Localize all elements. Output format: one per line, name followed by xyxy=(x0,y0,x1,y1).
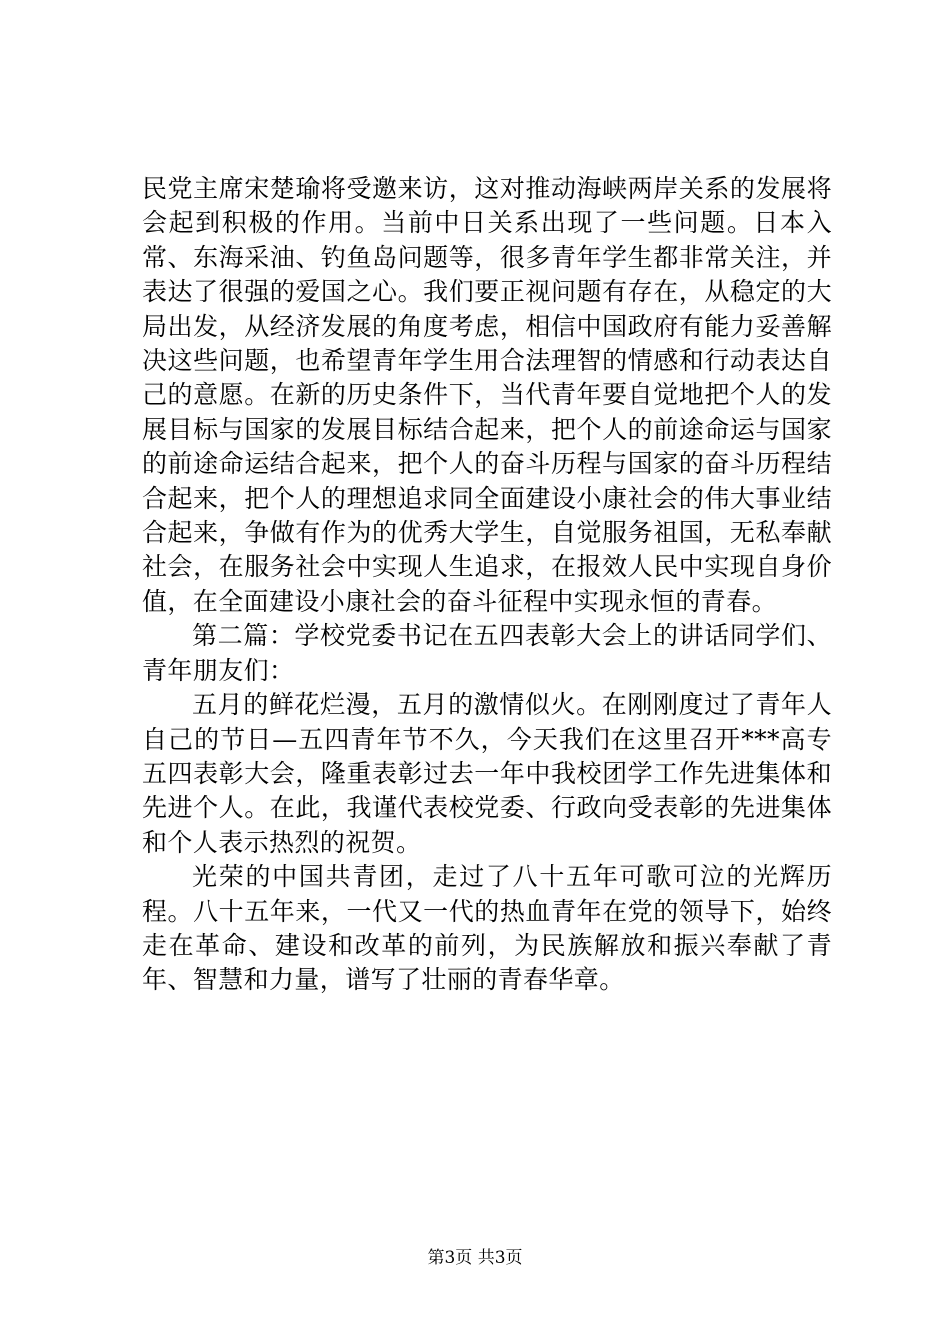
paragraph-1: 民党主席宋楚瑜将受邀来访，这对推动海峡两岸关系的发展将会起到积极的作用。当前中日关系出现了一些问题。日本入常、东海采油、钓鱼岛问题等，很多青年学生都非常关注，并表达了很强的爱国之心。我们要正视问题有存在，从稳定的大局出发，从经济发展的角度考虑，相信中国政府有能力妥善解决这些问题，也希望青年学生用合法理智的情感和行动表达自己的意愿。在新的历史条件下，当代青年要自觉地把个人的发展目标与国家的发展目标结合起来，把个人的前途命运与国家的前途命运结合起来，把个人的奋斗历程与国家的奋斗历程结合起来，把个人的理想追求同全面建设小康社会的伟大事业结合起来，争做有作为的优秀大学生，自觉服务祖国，无私奉献社会，在服务社会中实现人生追求，在报效人民中实现自身价值，在全面建设小康社会的奋斗征程中实现永恒的青春。 xyxy=(142,174,832,616)
paragraph-3: 五月的鲜花烂漫，五月的激情似火。在刚刚度过了青年人自己的节日—五四青年节不久，今天我们在这里召开***高专五四表彰大会，隆重表彰过去一年中我校团学工作先进集体和先进个人。在此，我谨代表校党委、行政向受表彰的先进集体和个人表示热烈的祝贺。 xyxy=(142,690,832,857)
paragraph-2-heading: 第二篇：学校党委书记在五四表彰大会上的讲话同学们、青年朋友们： xyxy=(142,621,832,685)
body-text xyxy=(142,172,832,998)
paragraph-4: 光荣的中国共青团，走过了八十五年可歌可泣的光辉历程。八十五年来，一代又一代的热血青年在党的领导下，始终走在革命、建设和改革的前列，为民族解放和振兴奉献了青年、智慧和力量，谱写了壮丽的青春华章。 xyxy=(142,862,832,995)
page-footer: 第3页 共3页 xyxy=(427,1248,523,1268)
